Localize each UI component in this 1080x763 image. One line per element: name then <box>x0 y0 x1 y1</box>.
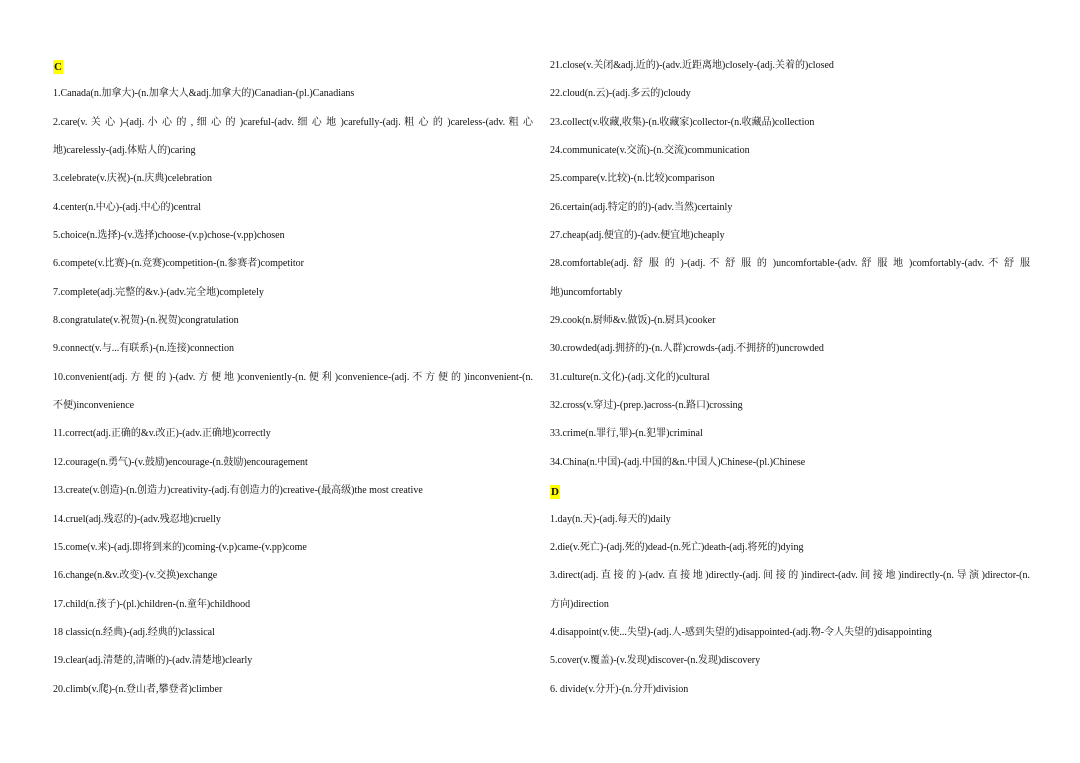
entry-line: 14.cruel(adj.残忍的)-(adv.残忍地)cruelly <box>53 513 221 525</box>
entry-line: 25.compare(v.比较)-(n.比较)comparison <box>550 173 715 185</box>
entry-line: 2.care(v. 关 心 )-(adj. 小 心 的 , 细 心 的 )careful-(adv. 细 心 地 )carefully-(adj. 粗 心 的 )careless-(adv. 粗 心 <box>53 116 533 128</box>
entry-line: 6. divide(v.分开)-(n.分开)division <box>550 683 689 695</box>
entry-line: 13.create(v.创造)-(n.创造力)creativity-(adj.有创造力的)creative-(最高级)the most creative <box>53 485 423 497</box>
entry-line: 3.direct(adj.直接的)-(adv.直接地)directly-(adj.间接的)indirect-(adv.间接地)indirectly-(n.导演)director-(n. <box>550 570 1030 582</box>
entry-line: 24.communicate(v.交流)-(n.交流)communication <box>550 145 750 157</box>
entry-line: 6.compete(v.比赛)-(n.竞赛)competition-(n.参赛者)competitor <box>53 258 304 270</box>
entry-line: 8.congratulate(v.祝贺)-(n.祝贺)congratulation <box>53 315 239 327</box>
entry-line: 32.cross(v.穿过)-(prep.)across-(n.路口)crossing <box>550 400 743 412</box>
entry-line: 22.cloud(n.云)-(adj.多云的)cloudy <box>550 88 691 100</box>
entry-line: 18 classic(n.经典)-(adj.经典的)classical <box>53 626 215 638</box>
entry-line: 34.China(n.中国)-(adj.中国的&n.中国人)Chinese-(pl.)Chinese <box>550 456 806 468</box>
entry-line: 不便)inconvenience <box>53 400 135 412</box>
entry-line: 31.culture(n.文化)-(adj.文化的)cultural <box>550 371 710 383</box>
entry-line: 27.cheap(adj.便宜的)-(adv.便宜地)cheaply <box>550 230 725 242</box>
entry-line: 30.crowded(adj.拥挤的)-(n.人群)crowds-(adj.不拥挤的)uncrowded <box>550 343 824 355</box>
section-heading-c: C <box>54 61 62 73</box>
entry-line: 11.correct(adj.正确的&v.改正)-(adv.正确地)correctly <box>53 428 271 440</box>
entry-line: 1.Canada(n.加拿大)-(n.加拿大人&adj.加拿大的)Canadian-(pl.)Canadians <box>53 88 355 100</box>
entry-line: 2.die(v.死亡)-(adj.死的)dead-(n.死亡)death-(adj.将死的)dying <box>550 541 804 553</box>
entry-line: 3.celebrate(v.庆祝)-(n.庆典)celebration <box>53 173 212 185</box>
left-column <box>53 56 533 708</box>
entry-line: 5.cover(v.覆盖)-(v.发现)discover-(n.发现)discovery <box>550 655 761 667</box>
entry-line: 1.day(n.天)-(adj.每天的)daily <box>550 513 671 525</box>
entry-line: 4.disappoint(v.使...失望)-(adj.人-感到失望的)disappointed-(adj.物-令人失望的)disappointing <box>550 626 932 638</box>
entry-line: 23.collect(v.收藏,收集)-(n.收藏家)collector-(n.收藏品)collection <box>550 116 815 128</box>
entry-line: 7.complete(adj.完整的&v.)-(adv.完全地)completely <box>53 286 264 298</box>
entry-line: 地)carelessly-(adj.体贴人的)caring <box>53 145 196 157</box>
entry-line: 28.comfortable(adj. 舒 服 的 )-(adj. 不 舒 服 的 )uncomfortable-(adv. 舒 服 地 )comfortably-(adv. 不 舒 服 <box>550 258 1030 270</box>
entry-line: 20.climb(v.爬)-(n.登山者,攀登者)climber <box>53 683 223 695</box>
entry-line: 19.clear(adj.清楚的,清晰的)-(adv.清楚地)clearly <box>53 655 253 667</box>
entry-line: 33.crime(n.罪行,罪)-(n.犯罪)criminal <box>550 428 703 440</box>
entry-line: 4.center(n.中心)-(adj.中心的)central <box>53 201 201 213</box>
entry-line: 15.come(v.来)-(adj.即将到来的)coming-(v.p)came-(v.pp)come <box>53 541 307 553</box>
entry-line: 10.convenient(adj.方便的)-(adv.方便地)conveniently-(n.便利)convenience-(adj.不方便的)inconvenient-(n. <box>53 371 533 383</box>
entry-line: 29.cook(n.厨师&v.做饭)-(n.厨具)cooker <box>550 315 716 327</box>
entry-line: 9.connect(v.与...有联系)-(n.连接)connection <box>53 343 234 355</box>
entry-line: 21.close(v.关闭&adj.近的)-(adv.近距离地)closely-(adj.关着的)closed <box>550 60 834 71</box>
entry-line: 26.certain(adj.特定的的)-(adv.当然)certainly <box>550 201 733 213</box>
entry-line: 12.courage(n.勇气)-(v.鼓励)encourage-(n.鼓励)encouragement <box>53 456 308 468</box>
right-column <box>550 56 1030 708</box>
entry-line: 5.choice(n.选择)-(v.选择)choose-(v.p)chose-(v.pp)chosen <box>53 230 285 242</box>
entry-line: 17.child(n.孩子)-(pl.)children-(n.童年)childhood <box>53 598 251 610</box>
section-heading-d: D <box>551 486 559 499</box>
entry-line: 地)uncomfortably <box>550 286 623 298</box>
entry-line: 16.change(n.&v.改变)-(v.交换)exchange <box>53 570 218 582</box>
entry-line: 方向)direction <box>550 598 609 610</box>
